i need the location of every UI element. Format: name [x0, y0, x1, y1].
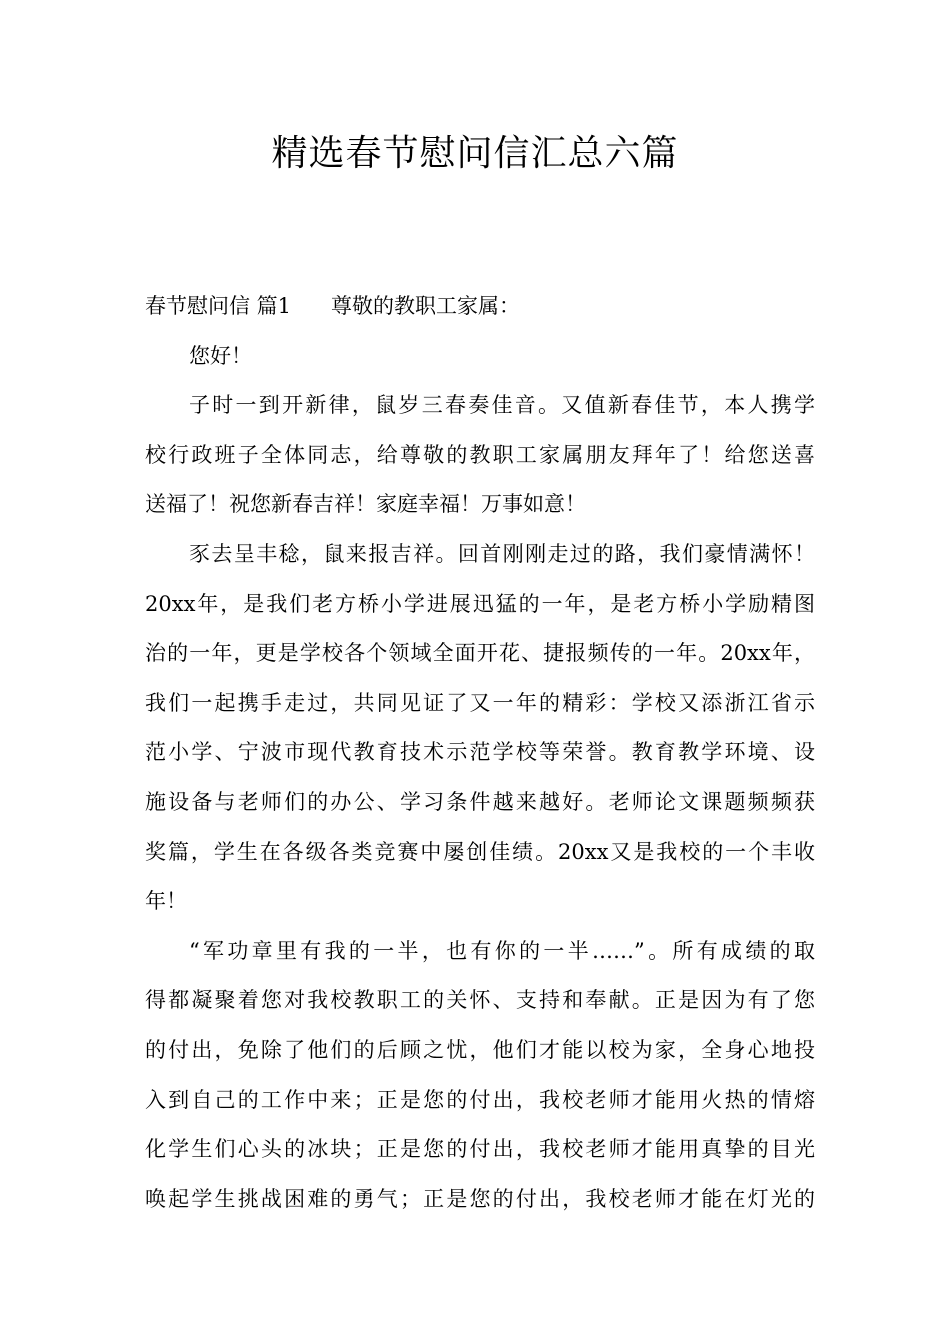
text-line: 校行政班子全体同志，给尊敬的教职工家属朋友拜年了！给您送喜 — [145, 442, 815, 467]
text-line: 得都凝聚着您对我校教职工的关怀、支持和奉献。正是因为有了您 — [145, 988, 815, 1013]
text-line: 送福了！祝您新春吉祥！家庭幸福！万事如意！ — [145, 492, 586, 517]
text-line: “军功章里有我的一半，也有你的一半……”。所有成绩的取 — [189, 938, 815, 963]
salutation: 尊敬的教职工家属： — [331, 294, 521, 318]
section-heading-line — [145, 282, 815, 332]
text-line: 施设备与老师们的办公、学习条件越来越好。老师论文课题频频获 — [145, 789, 815, 814]
greeting-line — [145, 332, 815, 382]
text-line: 化学生们心头的冰块；正是您的付出，我校老师才能用真挚的目光 — [145, 1137, 815, 1162]
letter-paragraphs — [145, 381, 815, 1224]
text-line: 奖篇，学生在各级各类竞赛中屡创佳绩。20xx又是我校的一个丰收 — [145, 839, 815, 864]
document-title: 精选春节慰问信汇总六篇 — [271, 133, 679, 174]
text-line: 范小学、宁波市现代教育技术示范学校等荣誉。教育教学环境、设 — [145, 740, 815, 765]
text-line: 子时一到开新律，鼠岁三春奏佳音。又值新春佳节，本人携学 — [189, 393, 815, 418]
greeting: 您好！ — [189, 343, 252, 368]
text-line: 治的一年，更是学校各个领域全面开花、捷报频传的一年。20xx年， — [145, 641, 815, 666]
text-line: 入到自己的工作中来；正是您的付出，我校老师才能用火热的情熔 — [145, 1087, 815, 1112]
text-line: 年！ — [145, 889, 187, 914]
text-line: 豕去呈丰稔，鼠来报吉祥。回首刚刚走过的路，我们豪情满怀！ — [189, 541, 815, 566]
section-label: 春节慰问信 篇1 — [145, 294, 292, 318]
text-line: 20xx年，是我们老方桥小学进展迅猛的一年，是老方桥小学励精图 — [145, 591, 815, 616]
document-body — [145, 282, 815, 1224]
text-line: 的付出，免除了他们的后顾之忧，他们才能以校为家，全身心地投 — [145, 1037, 815, 1062]
text-line: 我们一起携手走过，共同见证了又一年的精彩：学校又添浙江省示 — [145, 690, 815, 715]
text-line: 唤起学生挑战困难的勇气；正是您的付出，我校老师才能在灯光的 — [145, 1186, 815, 1211]
